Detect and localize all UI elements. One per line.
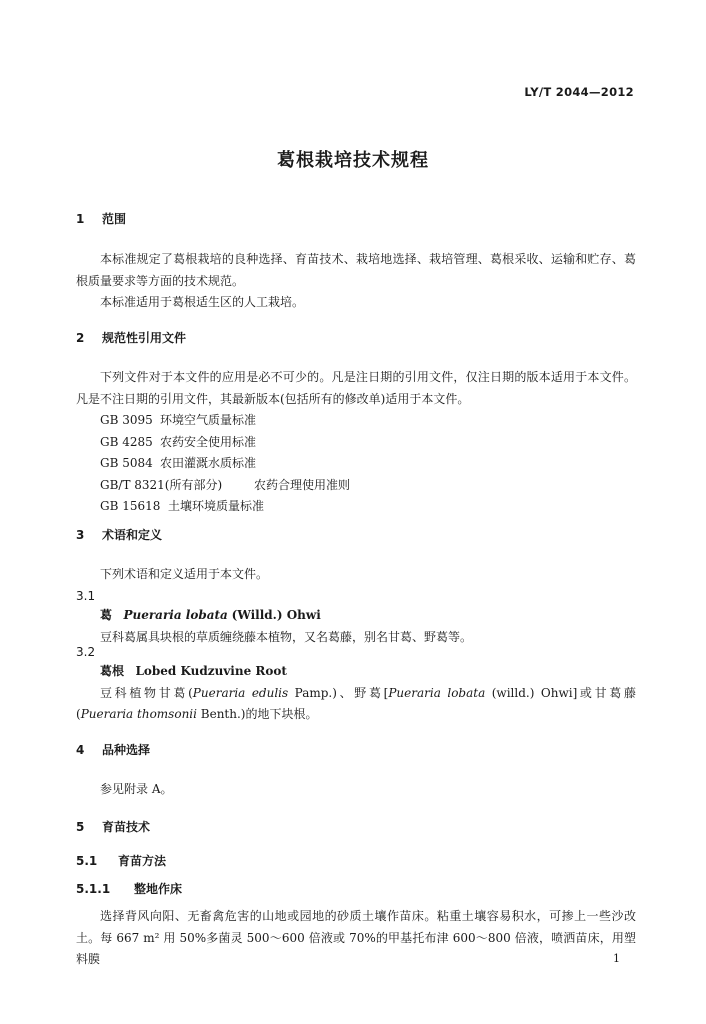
term-3-1: [76, 587, 636, 648]
section-normative-references-body: [76, 367, 636, 518]
section-number: 4: [76, 743, 85, 757]
section-number: 3: [76, 528, 85, 542]
section-terms: [76, 526, 636, 544]
term-latin: Pueraria lobata: [123, 608, 228, 622]
subsection-title: 整地作床: [134, 882, 183, 896]
reference-name: 土壤环境质量标准: [168, 499, 265, 513]
section-normative-references: [76, 329, 636, 347]
section-title: 育苗技术: [102, 820, 151, 834]
term-heading: [76, 605, 636, 627]
subsection-5-1: [76, 852, 636, 870]
section-number: 5: [76, 820, 85, 834]
subsection-title: 育苗方法: [118, 854, 167, 868]
term-3-2: [76, 643, 636, 726]
definition-text: Pamp.)、野葛[: [288, 685, 389, 700]
section-heading: [76, 741, 636, 759]
reference-item: [76, 410, 636, 432]
section-title: 范围: [102, 212, 127, 226]
reference-item: [76, 475, 636, 497]
definition-text: (willd.) Ohwi]或甘葛藤(: [76, 685, 636, 721]
paragraph: 本标准适用于葛根适生区的人工栽培。: [100, 295, 305, 309]
section-heading: [76, 210, 636, 228]
reference-code: GB 4285: [100, 434, 153, 449]
term-english: Lobed Kudzuvine Root: [135, 664, 287, 678]
term-number: 3.1: [76, 589, 96, 603]
term-chinese: 葛: [100, 608, 113, 622]
term-definition: [76, 683, 636, 726]
term-number: 3.2: [76, 645, 96, 659]
reference-item: [76, 432, 636, 454]
subsection-heading: [76, 852, 636, 870]
paragraph: 下列文件对于本文件的应用是必不可少的。凡是注日期的引用文件，仅注日期的版本适用于本文件。凡是不注日期的引用文件，其最新版本(包括所有的修改单)适用于本文件。: [76, 370, 636, 406]
section-title: 规范性引用文件: [102, 331, 187, 345]
section-title: 品种选择: [102, 743, 151, 757]
reference-name: 农田灌溉水质标准: [160, 456, 257, 470]
reference-item: [76, 496, 636, 518]
section-scope-body: [76, 249, 636, 314]
document-title: 葛根栽培技术规程: [277, 150, 429, 171]
subsection-number: 5.1.1: [76, 882, 111, 896]
section-seedling: [76, 818, 636, 836]
section-heading: [76, 329, 636, 347]
subsection-5-1-1-body: [76, 906, 636, 971]
section-title: 术语和定义: [102, 528, 163, 542]
term-heading: [76, 661, 636, 683]
latin-name: Pueraria edulis: [192, 685, 289, 700]
section-terms-intro: [76, 564, 636, 586]
term-definition: 豆科葛属具块根的草质缠绕藤本植物，又名葛藤，别名甘葛、野葛等。: [100, 629, 473, 644]
section-number: 2: [76, 331, 85, 345]
paragraph: 下列术语和定义适用于本文件。: [100, 567, 269, 581]
section-number: 1: [76, 212, 85, 226]
reference-item: [76, 453, 636, 475]
section-variety-selection-body: [76, 779, 636, 801]
term-chinese: 葛根: [100, 664, 125, 678]
subsection-5-1-1: [76, 880, 636, 898]
paragraph: 本标准规定了葛根栽培的良种选择、育苗技术、栽培地选择、栽培管理、葛根采收、运输和贮存、葛根质量要求等方面的技术规范。: [76, 252, 636, 288]
subsection-heading: [76, 880, 636, 898]
section-heading: [76, 818, 636, 836]
reference-code: GB 3095: [100, 413, 153, 427]
reference-code: GB 15618: [100, 499, 161, 513]
reference-code: GB/T 8321(所有部分): [100, 477, 223, 492]
reference-name: 环境空气质量标准: [160, 413, 257, 427]
term-authority: (Willd.) Ohwi: [231, 608, 321, 622]
subsection-number: 5.1: [76, 854, 98, 868]
section-heading: [76, 526, 636, 544]
page-number: 1: [613, 952, 620, 965]
definition-text: 豆科植物甘葛(: [100, 685, 193, 700]
latin-name: Pueraria lobata: [388, 685, 486, 700]
reference-code: GB 5084: [100, 456, 153, 470]
reference-name: 农药安全使用标准: [160, 434, 257, 449]
paragraph: 选择背风向阳、无畜禽危害的山地或园地的砂质土壤作苗床。粘重土壤容易积水，可掺上一些沙改土。每 667 m² 用 50%多菌灵 500～600 倍液或 70%的甲基托布津 600～800 倍液，喷洒苗床，用塑料膜: [76, 909, 636, 966]
section-variety-selection: [76, 741, 636, 759]
paragraph: 参见附录 A。: [100, 782, 173, 796]
standard-code: LY/T 2044—2012: [524, 85, 634, 99]
section-scope: [76, 210, 636, 228]
definition-text: Benth.)的地下块根。: [196, 707, 318, 721]
latin-name: Pueraria thomsonii: [80, 707, 197, 721]
reference-name: 农药合理使用准则: [254, 477, 351, 492]
